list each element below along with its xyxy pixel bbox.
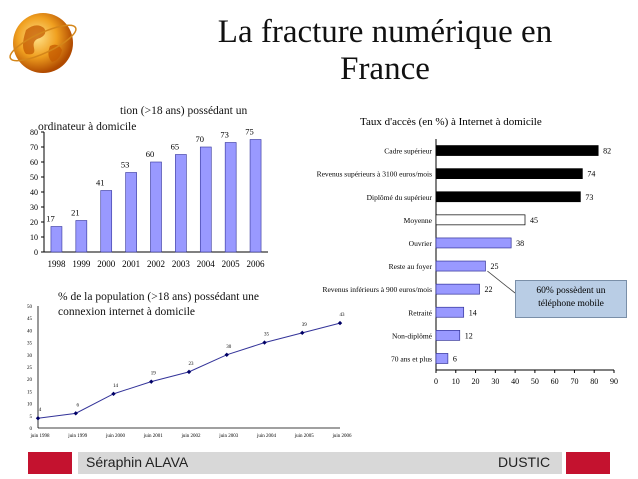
- chart3-data-label: 82: [603, 146, 612, 156]
- chart2-title-line1: % de la population (>18 ans) possédant une: [58, 291, 259, 303]
- chart3-x-tick-label: 0: [434, 377, 438, 386]
- chart1-data-label: 60: [145, 149, 155, 159]
- chart1-x-tick-label: 2001: [122, 259, 141, 269]
- chart2-x-tick-label: juin 1998: [30, 434, 50, 439]
- chart3-category-label: Reste au foyer: [388, 262, 432, 272]
- chart3-category-label: Retraité: [408, 308, 432, 318]
- chart2-data-label: 14: [113, 383, 118, 389]
- annotation-line2: téléphone mobile: [538, 299, 604, 309]
- chart2-y-tick-label: 10: [27, 402, 32, 408]
- chart2-data-label: 19: [150, 371, 156, 377]
- chart2-data-label: 6: [76, 403, 79, 409]
- chart3-title: Taux d'accès (en %) à Internet à domicile: [360, 116, 542, 128]
- chart1-data-label: 41: [95, 177, 105, 188]
- chart1-y-tick-label: 50: [30, 173, 38, 182]
- chart2-data-label: 39: [301, 322, 307, 328]
- footer-org: DUSTIC: [498, 454, 551, 470]
- chart2-y-tick-label: 5: [29, 414, 32, 420]
- chart1-y-tick-label: 80: [30, 128, 38, 137]
- chart2-x-tick-label: juin 2003: [219, 434, 239, 439]
- chart3-bar: [436, 169, 582, 179]
- chart2-data-label: 4: [38, 408, 42, 414]
- chart1-y-tick-label: 60: [30, 158, 38, 167]
- chart2-x-tick-label: juin 2004: [256, 434, 277, 439]
- chart2-x-tick-label: juin 2001: [143, 434, 163, 439]
- chart3-bar: [436, 192, 580, 202]
- chart3-x-tick-label: 30: [491, 377, 500, 386]
- chart1-data-label: 73: [220, 129, 229, 140]
- slide-title-line1: La fracture numérique en: [217, 14, 553, 50]
- chart2-data-label: 30: [226, 344, 232, 350]
- chart3-category-label: Cadre supérieur: [384, 146, 432, 156]
- chart1-title-line1: tion (>18 ans) possédant un: [120, 105, 248, 117]
- chart1-y-tick-label: 40: [30, 188, 38, 197]
- chart1-y-tick-label: 10: [30, 233, 38, 242]
- chart2-y-tick-label: 40: [27, 329, 32, 335]
- chart3-data-label: 14: [468, 308, 477, 318]
- chart1-x-tick-label: 2005: [221, 259, 240, 269]
- chart3-data-label: 45: [530, 215, 538, 225]
- chart3-x-tick-label: 80: [590, 377, 599, 386]
- chart2-x-tick-label: juin 2002: [181, 434, 201, 439]
- chart1-x-tick-label: 2000: [97, 259, 116, 269]
- footer-left-accent: [28, 452, 72, 474]
- chart3-category-label: Non-diplômé: [392, 331, 432, 341]
- chart1-x-tick-label: 2004: [196, 259, 215, 269]
- chart3-category-label: Revenus supérieurs à 3100 euros/mois: [316, 169, 432, 179]
- chart1-data-label: 70: [195, 134, 205, 144]
- chart3-bar: [436, 261, 485, 271]
- chart3-x-tick-label: 70: [570, 377, 579, 386]
- chart1-data-label: 53: [120, 159, 130, 170]
- chart3-data-label: 74: [587, 169, 596, 179]
- chart1-y-tick-label: 70: [30, 143, 38, 152]
- chart1-data-label: 65: [170, 141, 180, 152]
- chart2-y-tick-label: 20: [27, 378, 32, 384]
- chart1-data-label: 21: [71, 207, 80, 218]
- chart3-x-tick-label: 10: [451, 377, 460, 386]
- chart3-data-label: 25: [490, 262, 499, 272]
- footer: [0, 452, 638, 474]
- chart2-y-tick-label: 50: [27, 305, 32, 310]
- chart1-x-tick-label: 2003: [171, 259, 190, 269]
- chart2-x-tick-label: juin 1999: [68, 434, 88, 439]
- chart2-data-label: 35: [264, 332, 269, 338]
- footer-author: Séraphin ALAVA: [86, 454, 189, 470]
- chart1-y-tick-label: 20: [30, 218, 38, 227]
- chart2-x-tick-label: juin 2006: [332, 434, 352, 439]
- chart1-data-label: 75: [245, 126, 254, 137]
- chart3-category-label: Diplômé du supérieur: [366, 192, 432, 202]
- chart1-x-tick-label: 2006: [246, 259, 265, 269]
- chart1-x-tick-label: 2002: [147, 259, 165, 269]
- chart2-y-tick-label: 0: [29, 427, 32, 432]
- chart2-y-tick-label: 45: [27, 317, 32, 323]
- chart3-bar: [436, 284, 480, 294]
- chart2-y-tick-label: 35: [27, 341, 32, 347]
- chart2-x-tick-label: juin 2005: [294, 434, 314, 439]
- chart3-bar: [436, 307, 464, 317]
- annotation-line1: 60% possèdent un: [536, 286, 606, 296]
- chart3-bar: [436, 215, 525, 225]
- chart3-data-label: 73: [585, 192, 594, 202]
- chart2-data-label: 23: [188, 361, 194, 367]
- chart1-title-line2: ordinateur à domicile: [38, 121, 137, 133]
- chart1-x-tick-label: 1999: [72, 259, 91, 269]
- chart3-x-tick-label: 90: [610, 377, 618, 386]
- mobile-phone-annotation: [515, 280, 627, 318]
- footer-right-accent: [566, 452, 610, 474]
- chart3-data-label: 12: [464, 331, 473, 341]
- slide-title-line2: France: [340, 51, 430, 87]
- chart3-bar: [436, 353, 448, 363]
- chart2-y-tick-label: 15: [27, 390, 32, 396]
- chart1-y-tick-label: 30: [30, 203, 38, 212]
- chart3-x-tick-label: 20: [471, 377, 480, 386]
- chart2-x-tick-label: juin 2000: [105, 434, 126, 439]
- chart1-y-tick-label: 0: [34, 248, 38, 257]
- chart3-x-tick-label: 40: [511, 377, 520, 386]
- chart3-category-label: Revenus inférieurs à 900 euros/mois: [322, 285, 432, 295]
- chart3-bar: [436, 146, 598, 156]
- chart3-category-label: Ouvrier: [408, 238, 432, 248]
- chart3-x-tick-label: 60: [550, 377, 559, 386]
- chart3-bar: [436, 330, 460, 340]
- chart3-data-label: 6: [452, 354, 457, 364]
- chart2-y-tick-label: 30: [27, 353, 32, 359]
- chart1-data-label: 17: [46, 213, 55, 224]
- chart3-x-tick-label: 50: [530, 377, 539, 386]
- chart3-category-label: Moyenne: [403, 215, 432, 225]
- chart2-title-line2: connexion internet à domicile: [58, 306, 195, 318]
- chart2-data-label: 43: [339, 313, 345, 319]
- chart2-y-tick-label: 25: [27, 366, 32, 371]
- chart1-x-tick-label: 1998: [47, 259, 66, 269]
- chart3-data-label: 38: [516, 238, 525, 248]
- chart3-data-label: 22: [484, 285, 493, 295]
- chart3-category-label: 70 ans et plus: [390, 354, 432, 364]
- chart3-bar: [436, 238, 511, 248]
